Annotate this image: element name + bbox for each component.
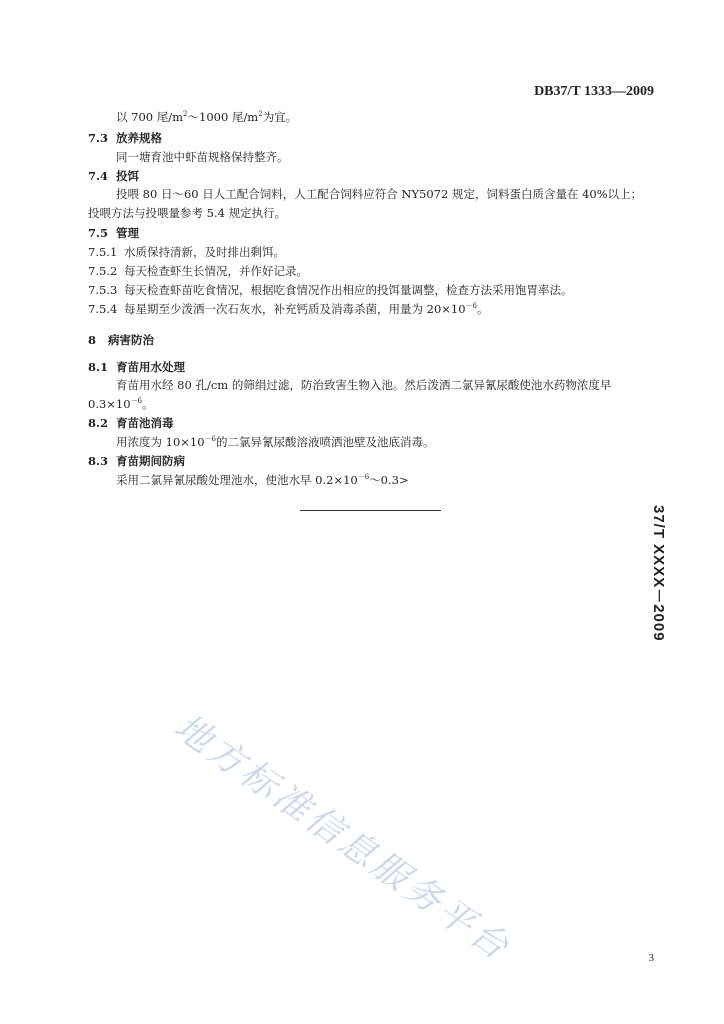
- clause-number: 7.5.4: [88, 302, 118, 316]
- paragraph-line: [116, 110, 297, 124]
- clause-number: 7.5.1: [88, 245, 118, 259]
- watermark: 地方标准信息服务平台: [166, 706, 519, 970]
- text-span: 0.3×10: [88, 397, 131, 411]
- superscript: －6: [204, 435, 217, 443]
- section-title: 育苗期间防病: [116, 454, 185, 468]
- paragraph-line: 育苗用水经 80 孔/cm 的筛绢过滤，防治致害生物入池。然后泼洒二氯异氰尿酸使池水药物浓度早: [116, 378, 612, 392]
- superscript: －6: [130, 397, 143, 405]
- section-title: 放养规格: [116, 131, 162, 145]
- clause-text: 每天检查虾苗吃食情况，根据吃食情况作出相应的投饵量调整，检查方法采用饱胃率法。: [124, 283, 573, 297]
- section-heading-7-5: [88, 226, 139, 240]
- section-number: 8: [88, 333, 97, 347]
- clause-7-5-2: [88, 264, 308, 278]
- section-number: 7.4: [88, 169, 109, 183]
- section-number: 8.2: [88, 416, 109, 430]
- section-title: 育苗用水处理: [116, 360, 185, 374]
- clause-number: 7.5.3: [88, 283, 118, 297]
- paragraph-line: 投喂 80 日～60 日人工配合饲料，人工配合饲料应符合 NY5072 规定，饲料蛋白质含量在 40%以上；: [116, 187, 643, 201]
- superscript: 2: [183, 110, 188, 118]
- section-number: 8.1: [88, 360, 109, 374]
- paragraph-line: 同一塘育池中虾苗规格保持整齐。: [116, 150, 289, 164]
- text-span: 的二氯异氰尿酸溶液喷洒池壁及池底消毒。: [216, 435, 435, 449]
- text-span: 以 700 尾/m: [116, 110, 184, 124]
- side-document-code: 37/T XXXX－2009: [650, 505, 667, 642]
- clause-7-5-4: [88, 302, 489, 316]
- text-span: ～1000 尾/m: [187, 110, 259, 124]
- clause-text: 每星期至少泼洒一次石灰水，补充钙质及消毒杀菌，用量为 20×10: [124, 302, 466, 316]
- superscript: 2: [258, 110, 263, 118]
- section-heading-7-4: [88, 169, 139, 183]
- section-number: 7.5: [88, 226, 109, 240]
- clause-text: 每天检查虾生长情况，并作好记录。: [124, 264, 308, 278]
- end-of-text-rule: [300, 510, 441, 511]
- section-heading-8-3: [88, 454, 185, 468]
- clause-text: 水质保持清新，及时排出剩饵。: [124, 245, 285, 259]
- text-span: 用浓度为 10×10: [116, 435, 205, 449]
- section-number: 7.3: [88, 131, 109, 145]
- clause-7-5-1: [88, 245, 285, 259]
- section-title: 病害防治: [108, 333, 154, 347]
- text-span: ～0.3>: [369, 473, 409, 487]
- paragraph-line: [88, 397, 154, 411]
- document-code-header: DB37/T 1333—2009: [534, 84, 654, 99]
- section-heading-7-3: [88, 131, 162, 145]
- text-span: 。: [142, 397, 154, 411]
- clause-text: 。: [477, 302, 489, 316]
- section-title: 管理: [116, 226, 139, 240]
- text-span: 为宜。: [262, 110, 298, 124]
- superscript: －6: [357, 473, 370, 481]
- section-heading-8-1: [88, 360, 185, 374]
- paragraph-line: [116, 473, 409, 487]
- paragraph-line: [116, 435, 435, 449]
- paragraph-line: 投喂方法与投喂量参考 5.4 规定执行。: [88, 206, 287, 220]
- section-number: 8.3: [88, 454, 109, 468]
- clause-7-5-3: [88, 283, 573, 297]
- section-heading-8-2: [88, 416, 174, 430]
- superscript: －6: [465, 302, 478, 310]
- section-title: 投饵: [116, 169, 139, 183]
- section-title: 育苗池消毒: [116, 416, 174, 430]
- page-number: 3: [648, 952, 654, 964]
- text-span: 采用二氯异氰尿酸处理池水，使池水早 0.2×10: [116, 473, 358, 487]
- chapter-heading-8: [88, 333, 154, 347]
- clause-number: 7.5.2: [88, 264, 118, 278]
